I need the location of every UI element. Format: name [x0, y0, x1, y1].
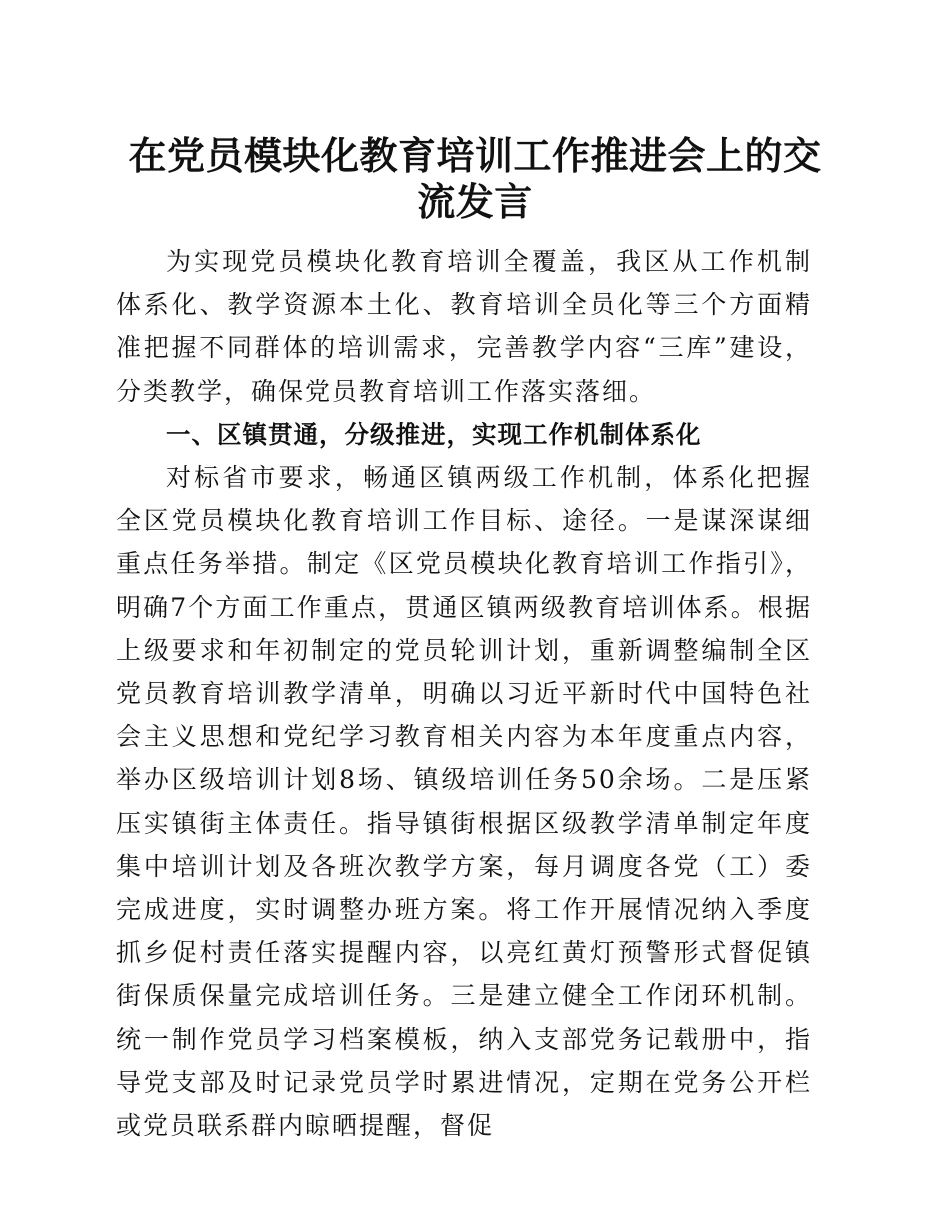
- section-1-paragraph: 对标省市要求，畅通区镇两级工作机制，体系化把握全区党员模块化教育培训工作目标、途径。一是谋深谋细重点任务举措。制定《区党员模块化教育培训工作指引》，明确7个方面工作重点，贯通区镇两级教育培训体系。根据上级要求和年初制定的党员轮训计划，重新调整编制全区党员教育培训教学清单，明确以习近平新时代中国特色社会主义思想和党纪学习教育相关内容为本年度重点内容，举办区级培训计划8场、镇级培训任务50余场。二是压紧压实镇街主体责任。指导镇街根据区级教学清单制定年度集中培训计划及各班次教学方案，每月调度各党（工）委完成进度，实时调整办班方案。将工作开展情况纳入季度抓乡促村责任落实提醒内容，以亮红黄灯预警形式督促镇街保质保量完成培训任务。三是建立健全工作闭环机制。统一制作党员学习档案模板，纳入支部党务记载册中，指导党支部及时记录党员学时累进情况，定期在党务公开栏或党员联系群内晾晒提醒，督促: [116, 463, 812, 1141]
- section-heading-1: 一、区镇贯通，分级推进，实现工作机制体系化: [166, 419, 702, 449]
- intro-paragraph: 为实现党员模块化教育培训全覆盖，我区从工作机制体系化、教学资源本土化、教育培训全员化等三个方面精准把握不同群体的培训需求，完善教学内容“三库”建设，分类教学，确保党员教育培训工作落实落细。: [116, 247, 812, 406]
- document-title: 在党员模块化教育培训工作推进会上的交流发言: [128, 133, 822, 224]
- document-body: [116, 240, 812, 1147]
